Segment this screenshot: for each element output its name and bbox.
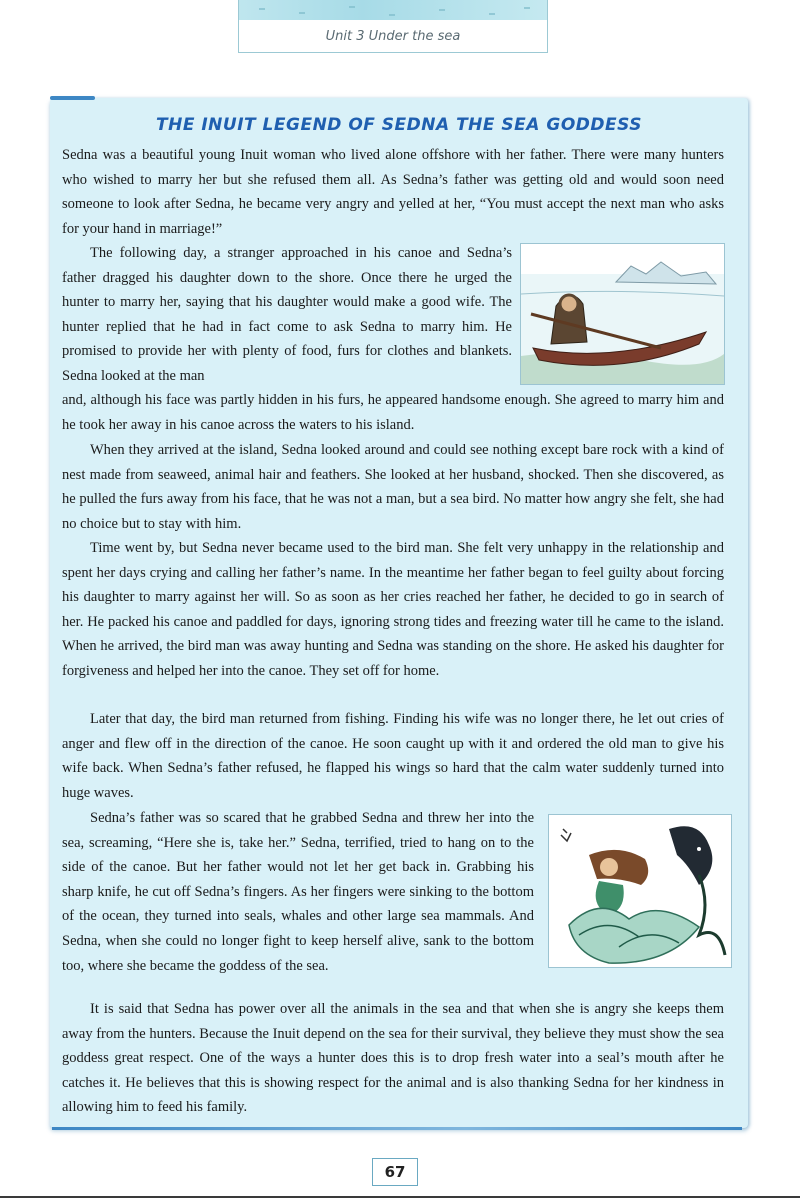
header-decoration-band xyxy=(238,0,548,21)
paragraph-4: Time went by, but Sedna never became used to the bird man. She felt very unhappy in the relationship and spent her days crying and calling her father’s name. In the meantime her father began to feel guilty about forcing his daughter to marry against her will. So as soon as her cries reached her father, he decided to go in search of her. He packed his canoe and paddled for days, ignoring strong tides and freezing water till he came to the island. When he arrived, the bird man was away hunting and Sedna was standing on the shore. He asked his daughter for forgiveness and helped her into the canoe. They set off for home. xyxy=(62,540,724,679)
page-number-label: 67 xyxy=(384,1163,406,1181)
paragraph-3-block: When they arrived at the island, Sedna looked around and could see nothing except bare rock with a kind of nest made from seaweed, animal hair and feathers. She looked at her husband, shocked. Then she discovered, as he pulled the furs away from his face, that he was not a man, but a sea bird. No matter how angry she felt, she had no choice but to stay with him. xyxy=(62,442,724,532)
page-number xyxy=(372,1158,418,1186)
unit-label: Unit 3 Under the sea xyxy=(325,28,461,44)
paragraph-6: Sedna’s father was so scared that he grabbed Sedna and threw her into the sea, screaming, “Here she is, take her.” Sedna, terrified, tried to hang on to the side of the canoe. But her father would not let her get back in. Grabbing his sharp knife, he cut off Sedna’s fingers. As her fingers were sinking to the bottom of the ocean, they turned into seals, whales and other large sea mammals. And Sedna, when she could no longer fight to keep herself alive, sank to the bottom too, where she became the goddess of the sea. xyxy=(62,810,534,974)
paragraph-5: Later that day, the bird man returned from fishing. Finding his wife was no longer there, he let out cries of anger and flew off in the direction of the canoe. He soon caught up with it and ordered the old man to give his wife back. When Sedna’s father refused, he flapped his wings so hard that the calm water suddenly turned into huge waves. xyxy=(62,711,724,801)
paragraph-2b: and, although his face was partly hidden in his furs, he appeared handsome enough. She agreed to marry him and he took her away in his canoe across the waters to his island. xyxy=(62,392,724,433)
article-title: THE INUIT LEGEND OF SEDNA THE SEA GODDESS xyxy=(156,115,642,135)
sea-goddess-icon xyxy=(548,814,732,968)
panel-bottom-accent xyxy=(52,1127,742,1130)
paragraph-2a: The following day, a stranger approached in his canoe and Sedna’s father dragged his daughter down to the shore. Once there he urged the hunter to marry her, saying that his daughter would make a good wife. The hunter replied that he had in fact come to ask Sedna to marry him. He promised to provide her with plenty of food, furs for clothes and blankets. Sedna looked at the man xyxy=(62,245,512,384)
hunter-in-canoe-icon xyxy=(520,243,725,385)
paragraph-7: It is said that Sedna has power over all the animals in the sea and that when she is angry she keeps them away from the hunters. Because the Inuit depend on the sea for their survival, they believe they must show the sea goddess great respect. One of the ways a hunter does this is to drop fresh water into a seal’s mouth after he catches it. He believes that this is showing respect for the animal and is also thanking Sedna for her kindness in allowing him to feed his family. xyxy=(62,1001,724,1116)
bottom-border xyxy=(0,1196,800,1198)
paragraph-1: Sedna was a beautiful young Inuit woman who lived alone offshore with her father. There were many hunters who wished to marry her but she refused them all. As Sedna’s father was getting old and would soon need someone to look after Sedna, he became very angry and yelled at her, “You must accept the next man who asks for your hand in marriage!” xyxy=(62,147,724,237)
unit-header xyxy=(238,20,548,53)
panel-top-accent xyxy=(50,96,95,100)
